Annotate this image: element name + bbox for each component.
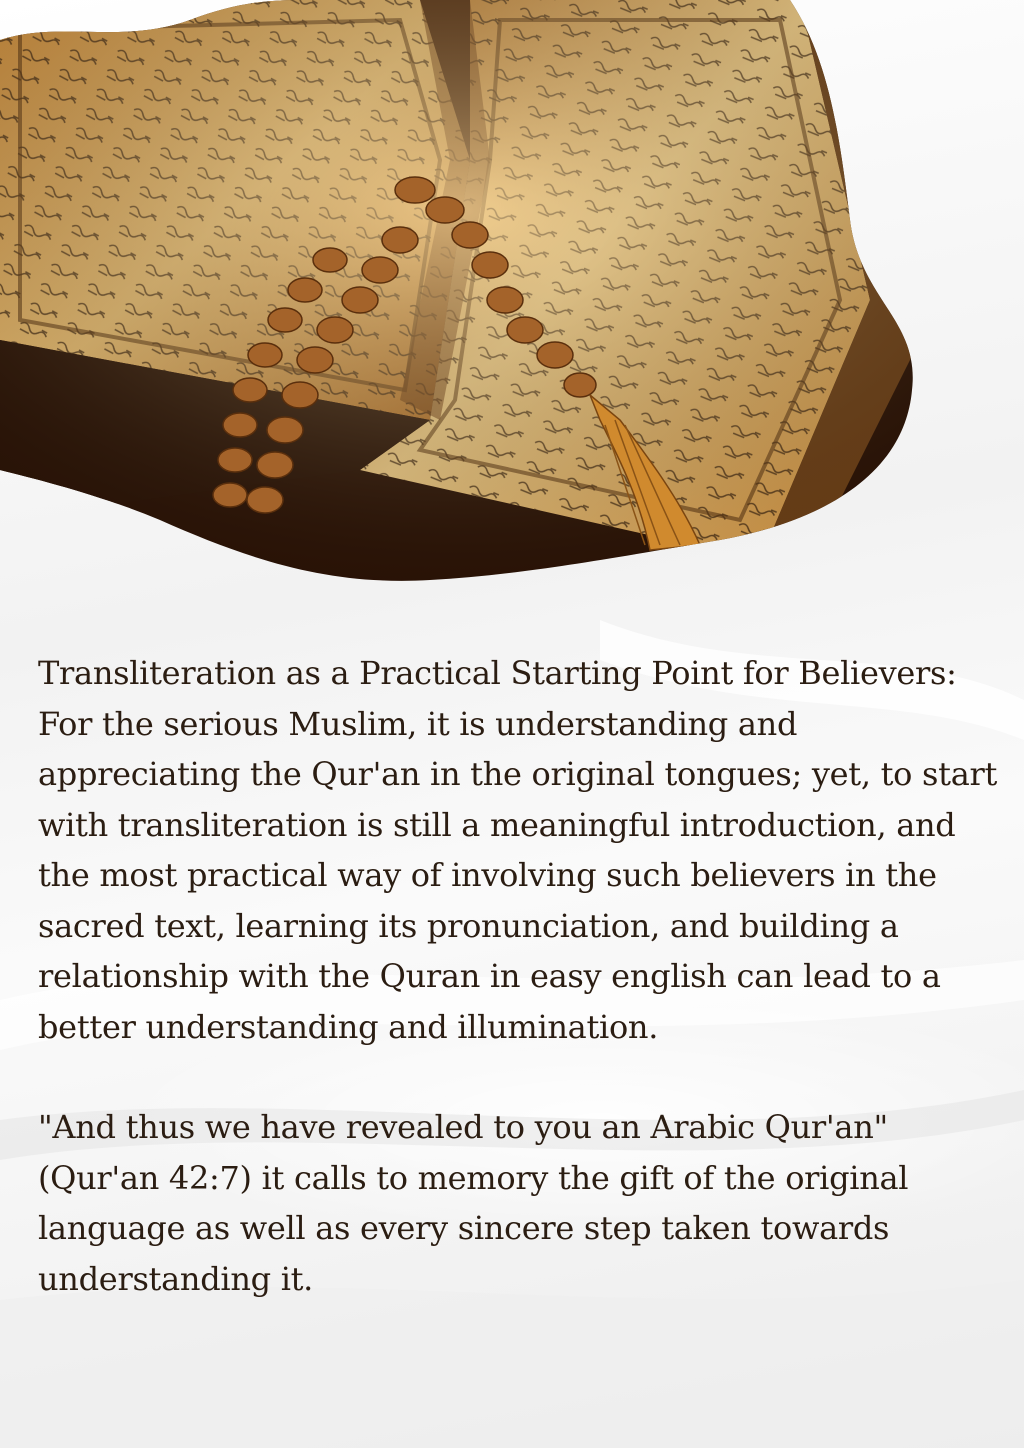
article-body bbox=[38, 648, 998, 1304]
quran-hero-image bbox=[0, 0, 1024, 600]
paragraph-transliteration: Transliteration as a Practical Starting Point for Believers: For the serious Muslim, it is understanding and appreciating the Qur'an in the original tongues; yet, to start with transliteration is still a meaningful introduction, and the most practical way of involving such believers in the sacred text, learning its pronunciation, and building a relationship with the Quran in easy english can lead to a better understanding and illumination. bbox=[38, 654, 998, 1046]
paragraph-quote: "And thus we have revealed to you an Arabic Qur'an" (Qur'an 42:7) it calls to memory the gift of the original language as well as every sincere step taken towards understanding it. bbox=[38, 1108, 909, 1298]
